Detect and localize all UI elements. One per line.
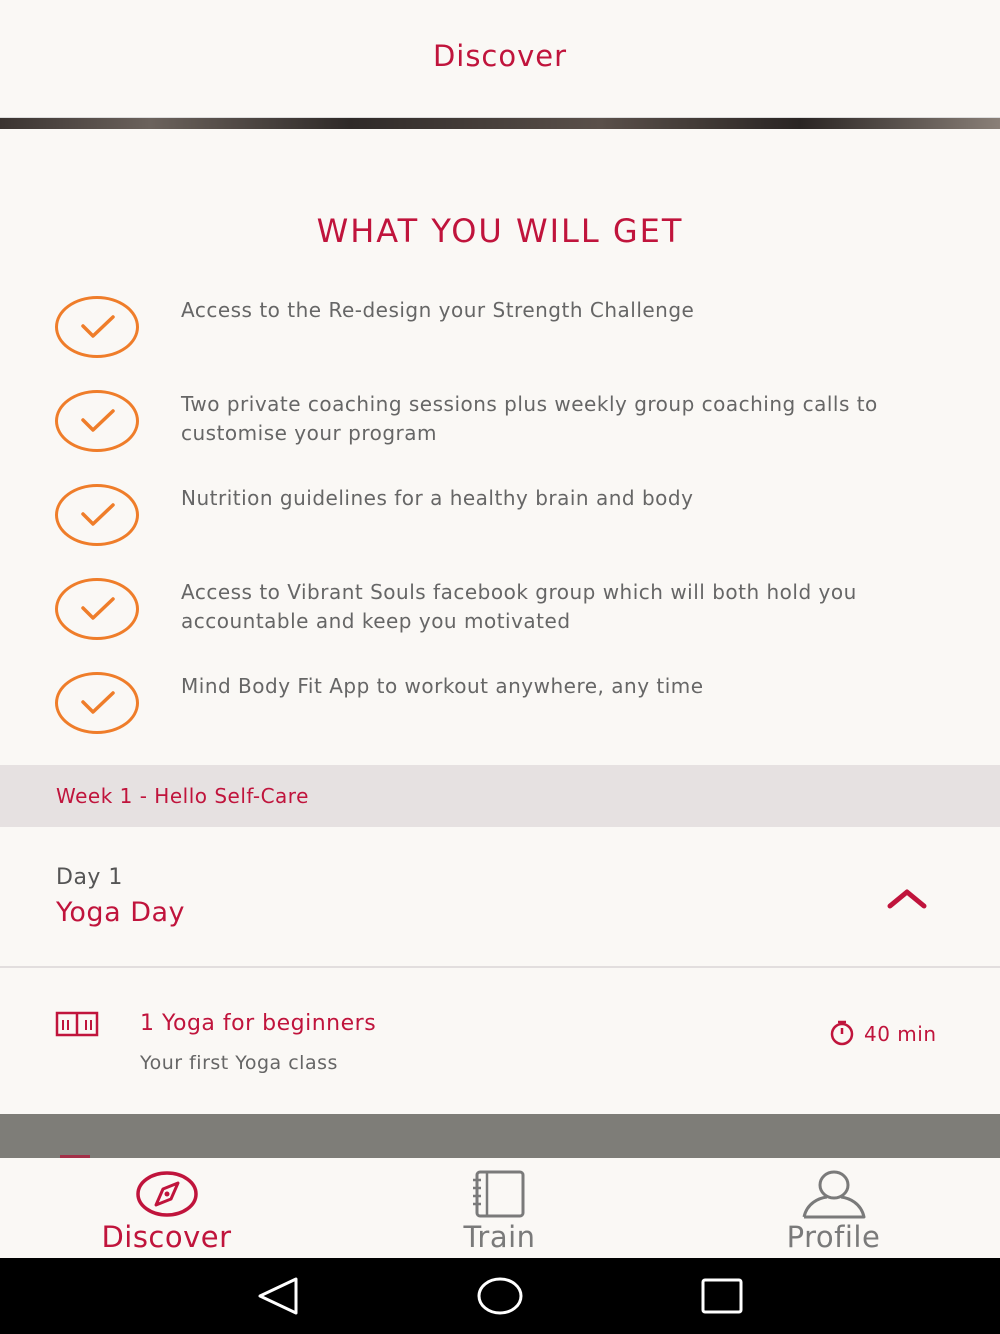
- person-icon: [801, 1170, 867, 1224]
- recents-icon[interactable]: [700, 1276, 744, 1320]
- section-title: WHAT YOU WILL GET: [316, 212, 684, 250]
- tab-label-discover: Discover: [101, 1220, 232, 1254]
- system-nav-bar: [0, 1258, 1000, 1334]
- hero-image-edge: [0, 118, 1000, 129]
- lesson-row[interactable]: [0, 968, 1000, 1114]
- day-name: Yoga Day: [56, 897, 186, 928]
- timer-icon: [829, 1020, 855, 1050]
- benefit-text: Two private coaching sessions plus weekly group coaching calls to customise your program: [181, 392, 878, 445]
- tab-train[interactable]: [333, 1158, 666, 1258]
- lesson-duration: 40 min: [864, 1022, 937, 1046]
- checkmark-icon: [55, 672, 139, 734]
- back-icon[interactable]: [256, 1276, 300, 1320]
- lesson-title: 1 Yoga for beginners: [140, 1011, 377, 1036]
- tab-discover[interactable]: [0, 1158, 333, 1258]
- day-number: Day 1: [56, 865, 123, 890]
- tab-profile[interactable]: [667, 1158, 1000, 1258]
- checkmark-icon: [55, 390, 139, 452]
- lesson-subtitle: Your first Yoga class: [140, 1052, 338, 1074]
- next-item-overlay: [0, 1114, 1000, 1158]
- benefit-text: Access to Vibrant Souls facebook group which will both hold you accountable and keep you motivated: [181, 580, 857, 633]
- checkmark-icon: [55, 296, 139, 358]
- notebook-icon: [472, 1170, 528, 1224]
- benefit-item: [0, 672, 1000, 742]
- home-icon[interactable]: [476, 1276, 524, 1320]
- tab-label-train: Train: [463, 1220, 536, 1254]
- app-header: [0, 0, 1000, 118]
- bottom-tab-bar: [0, 1158, 1000, 1258]
- benefit-item: [0, 390, 1000, 460]
- compass-icon: [135, 1170, 199, 1222]
- week-header: [0, 765, 1000, 827]
- benefit-item: [0, 578, 1000, 648]
- tab-label-profile: Profile: [786, 1220, 881, 1254]
- benefit-text: Mind Body Fit App to workout anywhere, any time: [181, 674, 704, 698]
- chevron-up-icon[interactable]: [886, 887, 928, 915]
- checkmark-icon: [55, 578, 139, 640]
- checkmark-icon: [55, 484, 139, 546]
- page-title: Discover: [432, 38, 568, 73]
- day-row[interactable]: [0, 827, 1000, 968]
- benefit-item: [0, 296, 1000, 366]
- book-icon: [55, 1010, 99, 1042]
- benefit-item: [0, 484, 1000, 554]
- week-label: Week 1 - Hello Self-Care: [56, 784, 309, 808]
- benefit-text: Nutrition guidelines for a healthy brain and body: [181, 486, 694, 510]
- benefit-text: Access to the Re-design your Strength Challenge: [181, 298, 695, 322]
